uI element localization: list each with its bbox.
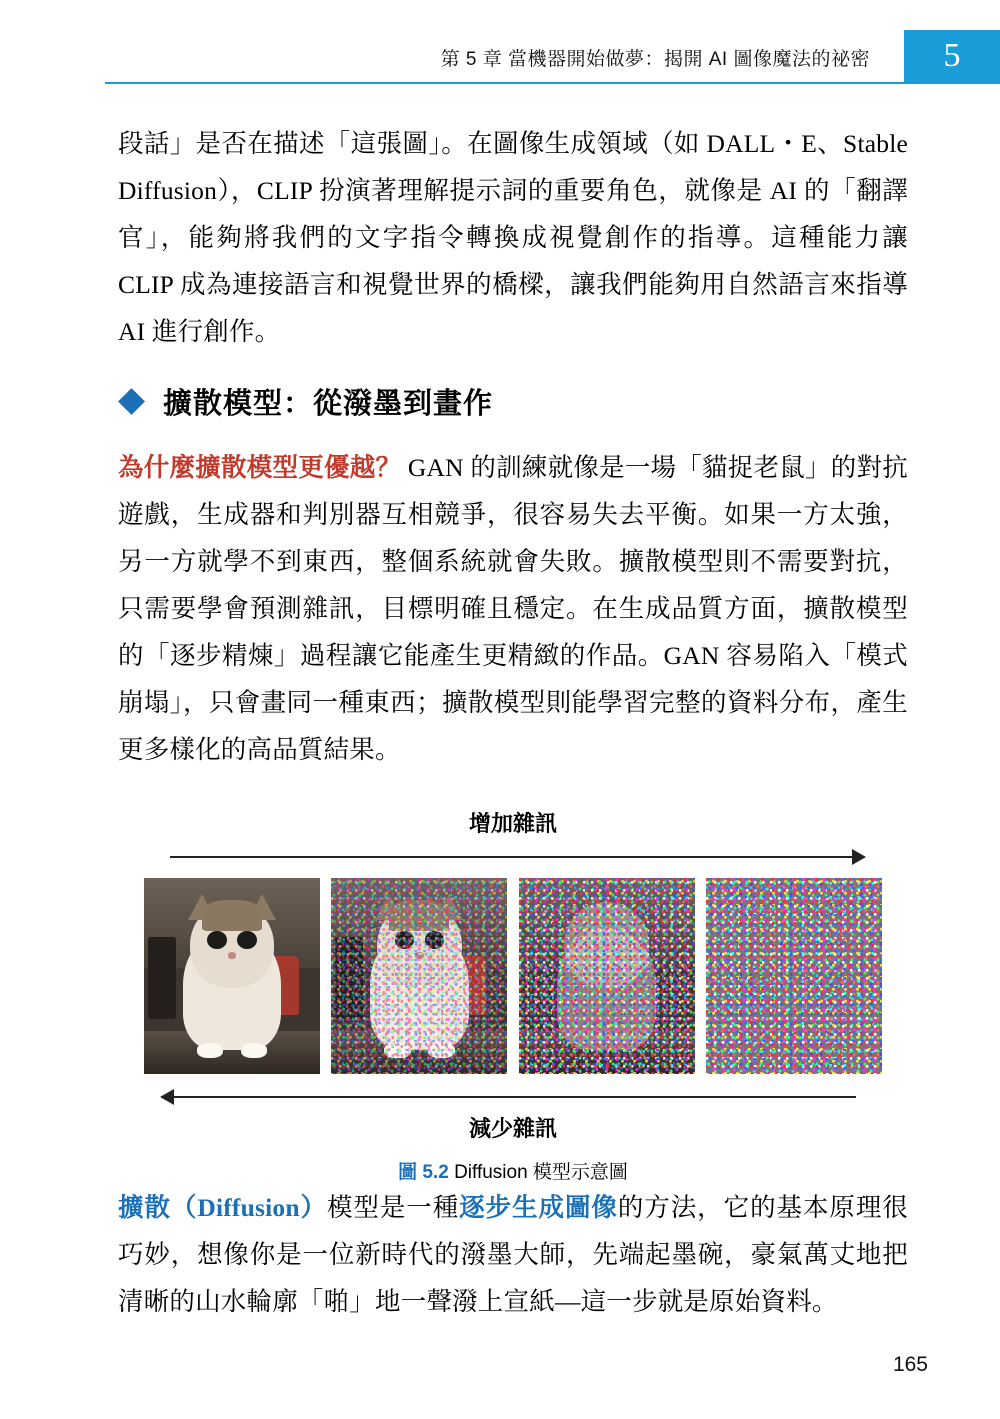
section-heading-label: 擴散模型：從潑墨到畫作 (163, 388, 494, 420)
arrow-head-left-icon (160, 1089, 174, 1105)
header-rule (105, 82, 1000, 84)
figure-caption-text: Diffusion 模型示意圖 (454, 1162, 628, 1183)
term-diffusion: 擴散（Diffusion） (118, 1193, 327, 1222)
noise-overlay (519, 878, 695, 1074)
arrow-line (170, 856, 856, 858)
add-noise-arrow (148, 846, 878, 868)
paragraph-3-part2: 模型是一種 (326, 1193, 460, 1222)
panel-pure-noise (706, 878, 882, 1074)
paragraph-diffusion-advantage (118, 444, 908, 773)
paragraph-continuation: 段話」是否在描述「這張圖」。在圖像生成領域（如 DALL・E、Stable Diffusion），CLIP 扮演著理解提示詞的重要角色，就像是 AI 的「翻譯官」，能夠將我們的文字指令轉換成視覺創作的指導。這種能力讓 CLIP 成為連接語言和視覺世界的橋樑，讓我們能夠用自然語言來指導 AI 進行創作。 (118, 129, 908, 346)
figure-caption-number: 圖 5.2 (398, 1162, 449, 1183)
paragraph-3-part4: 的方法，它的基本原理很巧妙，想像你是一位新時代的潑墨大師，先端起墨碗，豪氣萬丈地把清晰的山水輪廓「啪」地一聲潑上宣紙—這一步就是原始資料。 (118, 1193, 908, 1316)
lead-question: 為什麼擴散模型更優越？ (118, 453, 402, 482)
figure-bottom-label: 減少雜訊 (468, 1116, 557, 1141)
diamond-bullet-icon (118, 388, 145, 415)
chapter-number-tab: 5 (904, 30, 1000, 82)
page-content (118, 120, 908, 1325)
paragraph-diffusion-definition (118, 1184, 908, 1325)
cat-photo-illustration (144, 878, 320, 1074)
paragraph-2-rest: GAN 的訓練就像是一場「貓捉老鼠」的對抗遊戲，生成器和判別器互相競爭，很容易失去平衡。如果一方太強，另一方就學不到東西，整個系統就會失敗。擴散模型則不需要對抗，只需要學會預測雜訊，目標明確且穩定。在生成品質方面，擴散模型的「逐步精煉」過程讓它能產生更精緻的作品。GAN 容易陷入「模式崩塌」，只會畫同一種東西；擴散模型則能學習完整的資料分布，產生更多樣化的高品質結果。 (118, 453, 908, 764)
figure-panel-row (144, 878, 882, 1074)
arrow-line (170, 1096, 856, 1098)
arrow-head-right-icon (852, 849, 866, 865)
figure-top-label: 增加雜訊 (468, 811, 557, 836)
panel-cat-photo-heavy-noise (519, 878, 695, 1074)
term-stepwise-generation: 逐步生成圖像 (459, 1193, 618, 1222)
noise-overlay (331, 878, 507, 1074)
figure-caption (118, 1157, 908, 1184)
page-number: 165 (892, 1353, 928, 1376)
running-head-title: 第 5 章 當機器開始做夢：揭開 AI 圖像魔法的祕密 (440, 49, 870, 70)
page-header (0, 36, 1000, 82)
figure-5-2 (118, 807, 908, 1184)
remove-noise-arrow (148, 1086, 878, 1108)
panel-clean-cat-photo (144, 878, 320, 1074)
section-heading (118, 381, 908, 422)
panel-cat-photo-light-noise (331, 878, 507, 1074)
noise-overlay (706, 878, 882, 1074)
